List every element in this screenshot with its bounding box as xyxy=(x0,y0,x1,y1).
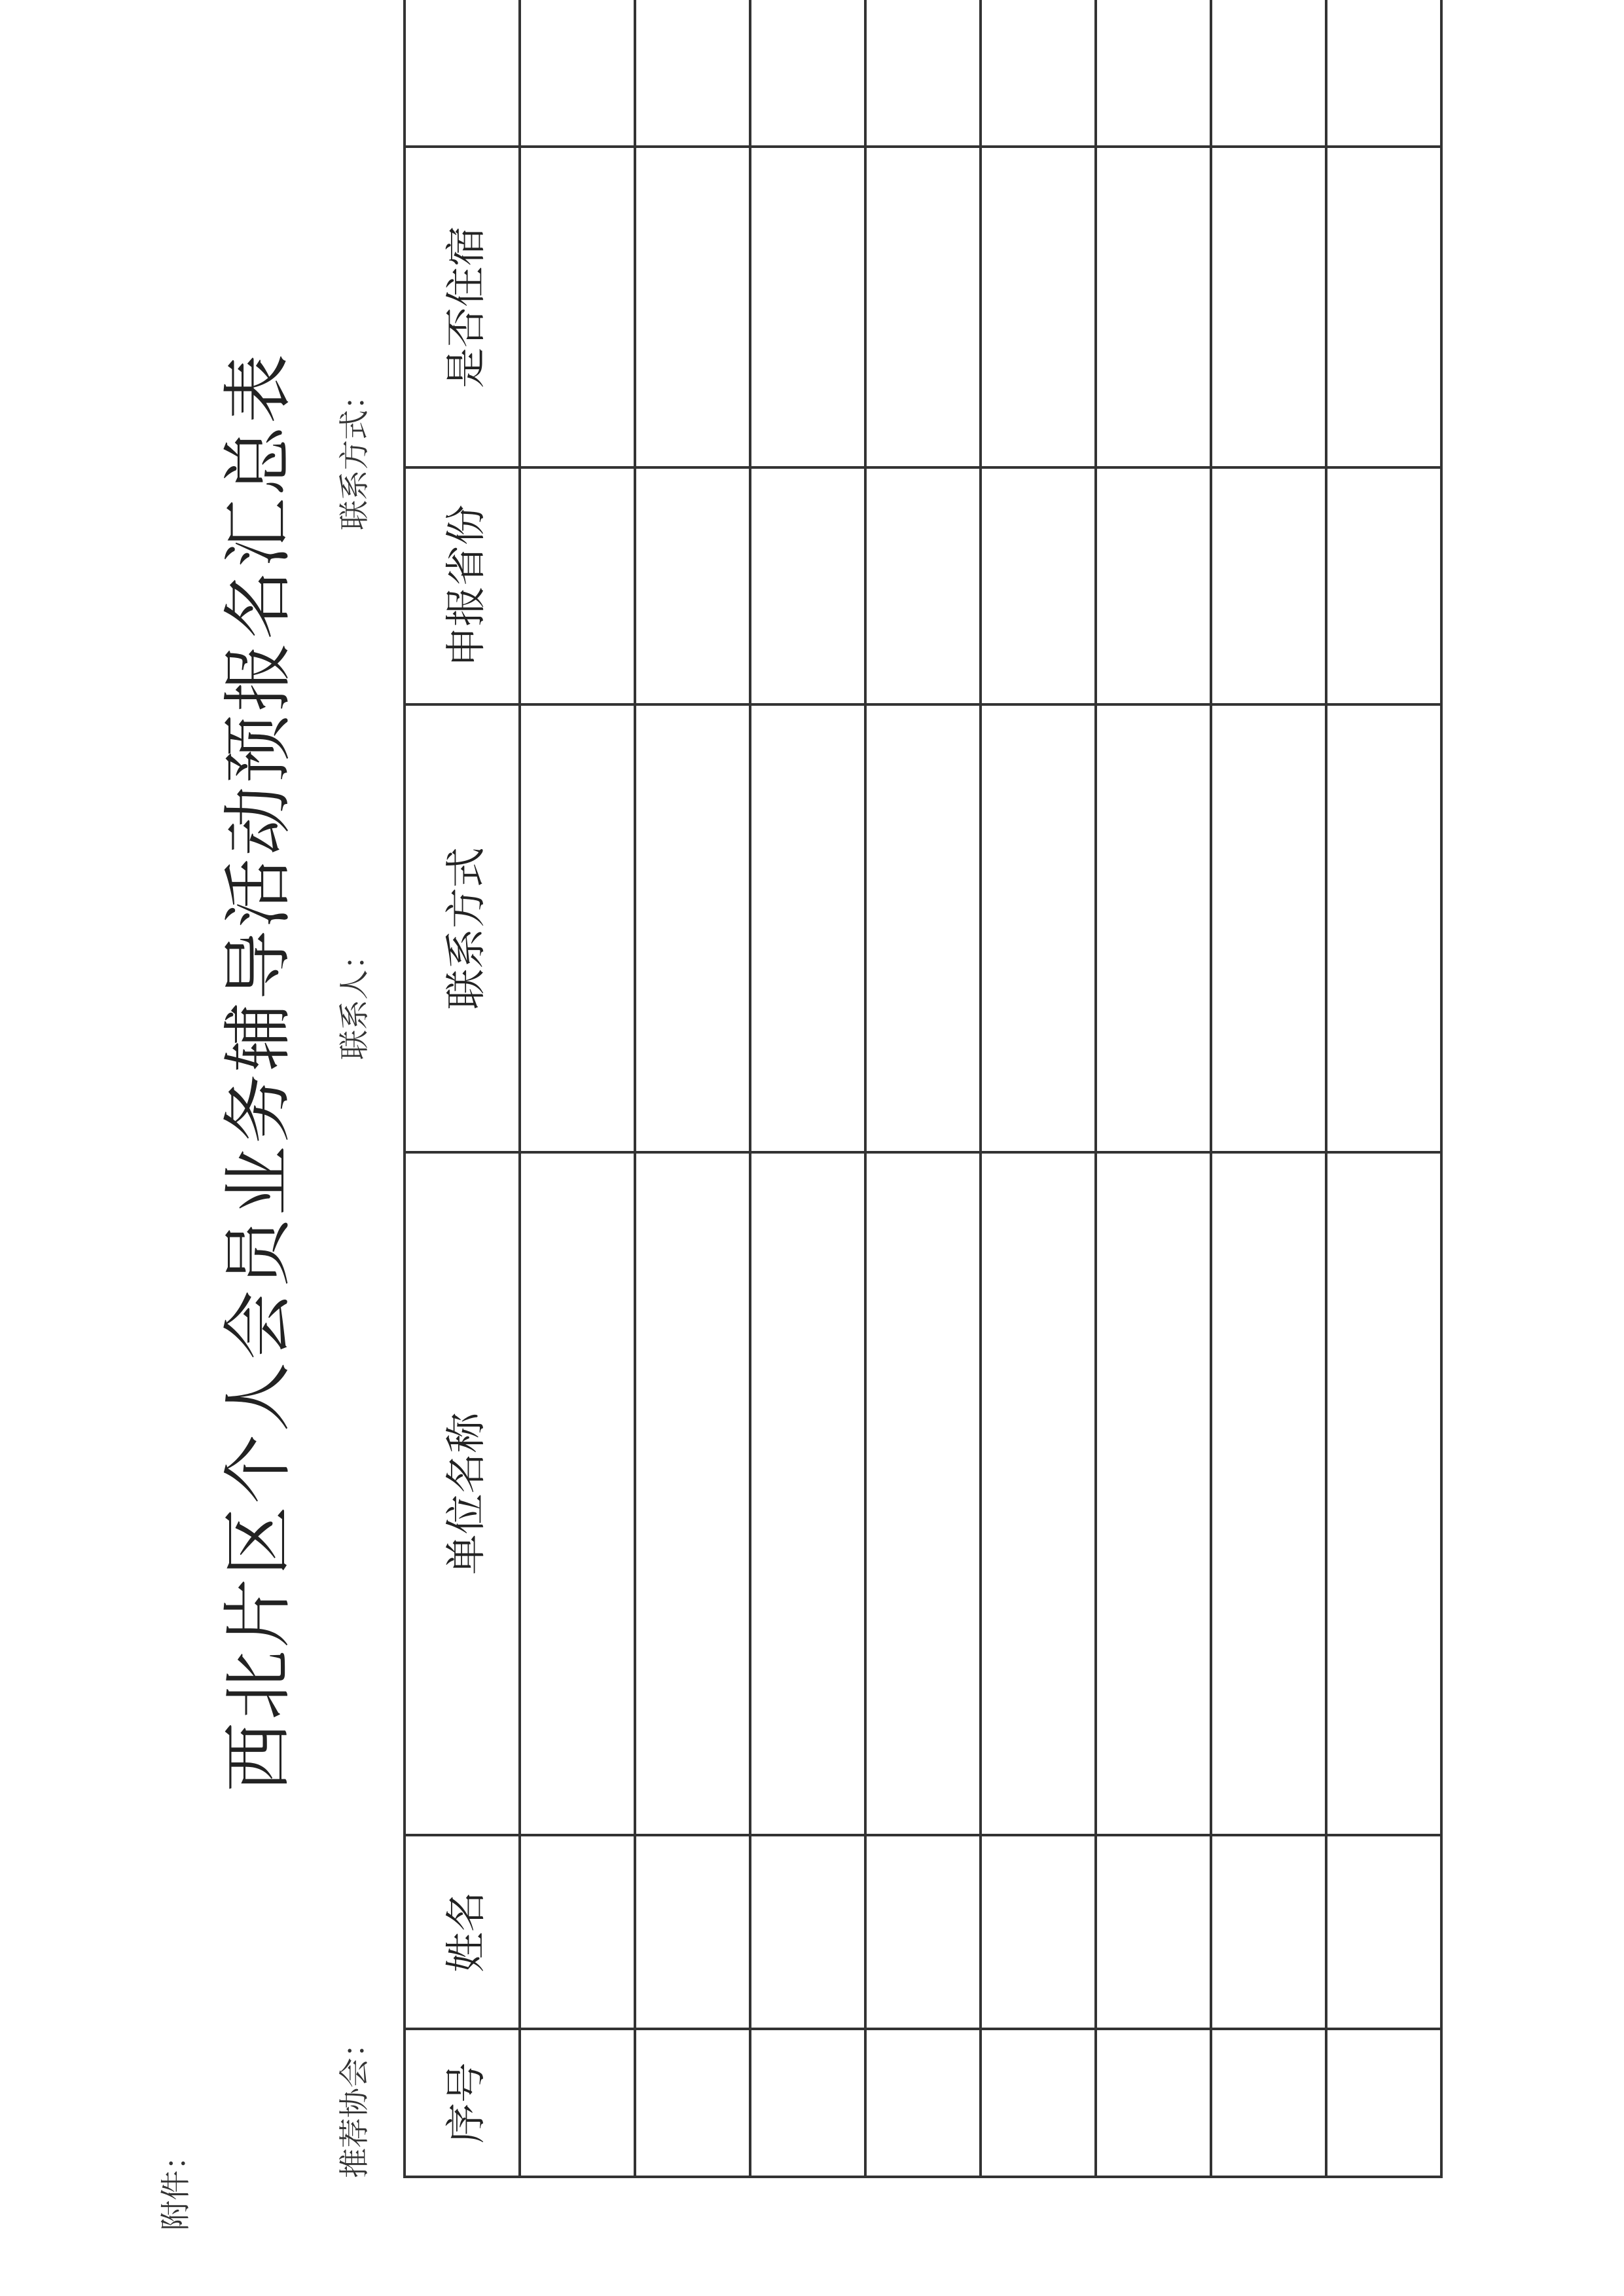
cell-name[interactable] xyxy=(1096,1835,1211,2029)
cell-name[interactable] xyxy=(981,1835,1096,2029)
cell-name[interactable] xyxy=(750,1835,865,2029)
cell-province[interactable] xyxy=(1326,467,1441,704)
table-row xyxy=(1096,0,1211,2177)
cell-lodging[interactable] xyxy=(520,147,635,467)
table-row xyxy=(635,0,750,2177)
cell-lodging[interactable] xyxy=(981,147,1096,467)
cell-seq[interactable] xyxy=(635,2029,750,2177)
cell-seq[interactable] xyxy=(981,2029,1096,2177)
table-row xyxy=(865,0,981,2177)
table-row xyxy=(1211,0,1326,2177)
cell-lodging[interactable] xyxy=(865,147,981,467)
cell-unit[interactable] xyxy=(1326,1152,1441,1835)
cell-lodging[interactable] xyxy=(635,147,750,467)
header-province: 申报省份 xyxy=(405,467,520,704)
cell-contact[interactable] xyxy=(635,704,750,1152)
cell-contact[interactable] xyxy=(750,704,865,1152)
cell-lodging[interactable] xyxy=(1211,147,1326,467)
cell-name[interactable] xyxy=(865,1835,981,2029)
cell-contact[interactable] xyxy=(981,704,1096,1152)
cell-unit[interactable] xyxy=(520,1152,635,1835)
cell-province[interactable] xyxy=(1096,467,1211,704)
contact-method-label: 联系方式： xyxy=(336,380,372,530)
cell-province[interactable] xyxy=(865,467,981,704)
cell-remarks[interactable] xyxy=(1326,0,1441,147)
attachment-label: 附件： xyxy=(158,2140,193,2231)
cell-seq[interactable] xyxy=(1326,2029,1441,2177)
cell-seq[interactable] xyxy=(1096,2029,1211,2177)
cell-name[interactable] xyxy=(520,1835,635,2029)
document-title: 西北片区个人会员业务辅导活动预报名汇总表 xyxy=(218,352,298,1792)
cell-unit[interactable] xyxy=(635,1152,750,1835)
header-contact: 联系方式 xyxy=(405,704,520,1152)
cell-lodging[interactable] xyxy=(750,147,865,467)
registration-table xyxy=(403,0,1443,2178)
cell-province[interactable] xyxy=(1211,467,1326,704)
header-seq: 序号 xyxy=(405,2029,520,2177)
cell-contact[interactable] xyxy=(520,704,635,1152)
header-remarks xyxy=(405,0,520,147)
header-lodging: 是否住宿 xyxy=(405,147,520,467)
cell-province[interactable] xyxy=(520,467,635,704)
cell-contact[interactable] xyxy=(1211,704,1326,1152)
cell-remarks[interactable] xyxy=(750,0,865,147)
table-row xyxy=(750,0,865,2177)
cell-name[interactable] xyxy=(1211,1835,1326,2029)
cell-seq[interactable] xyxy=(1211,2029,1326,2177)
cell-province[interactable] xyxy=(635,467,750,704)
cell-remarks[interactable] xyxy=(1096,0,1211,147)
cell-unit[interactable] xyxy=(981,1152,1096,1835)
cell-unit[interactable] xyxy=(750,1152,865,1835)
cell-contact[interactable] xyxy=(1096,704,1211,1152)
table-header-row xyxy=(405,0,520,2177)
cell-seq[interactable] xyxy=(520,2029,635,2177)
cell-unit[interactable] xyxy=(1211,1152,1326,1835)
cell-name[interactable] xyxy=(1326,1835,1441,2029)
cell-remarks[interactable] xyxy=(635,0,750,147)
header-name: 姓名 xyxy=(405,1835,520,2029)
cell-seq[interactable] xyxy=(865,2029,981,2177)
cell-remarks[interactable] xyxy=(520,0,635,147)
contact-person-label: 联系人： xyxy=(336,939,372,1060)
cell-name[interactable] xyxy=(635,1835,750,2029)
cell-lodging[interactable] xyxy=(1096,147,1211,467)
cell-unit[interactable] xyxy=(865,1152,981,1835)
cell-unit[interactable] xyxy=(1096,1152,1211,1835)
table-row xyxy=(981,0,1096,2177)
cell-remarks[interactable] xyxy=(865,0,981,147)
recommending-association-label: 推荐协会： xyxy=(336,2028,372,2178)
cell-remarks[interactable] xyxy=(1211,0,1326,147)
table-row xyxy=(1326,0,1441,2177)
cell-remarks[interactable] xyxy=(981,0,1096,147)
cell-seq[interactable] xyxy=(750,2029,865,2177)
cell-province[interactable] xyxy=(750,467,865,704)
cell-contact[interactable] xyxy=(865,704,981,1152)
table-row xyxy=(520,0,635,2177)
cell-contact[interactable] xyxy=(1326,704,1441,1152)
cell-lodging[interactable] xyxy=(1326,147,1441,467)
cell-province[interactable] xyxy=(981,467,1096,704)
header-unit: 单位名称 xyxy=(405,1152,520,1835)
